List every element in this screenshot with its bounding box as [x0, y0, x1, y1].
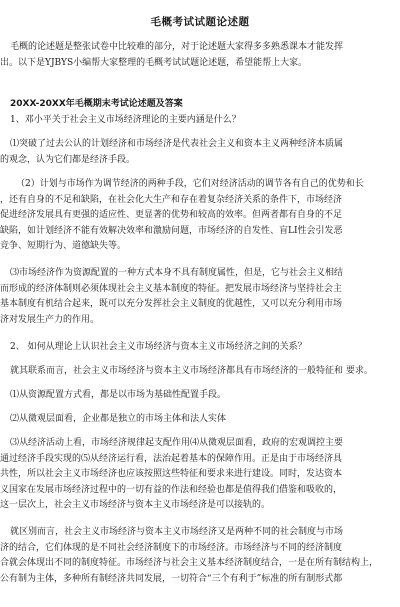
section-subtitle: 20XX-20XX年毛概期末考试论述题及答案 — [10, 99, 183, 109]
paragraph-line: 共性，所以社会主义市场经济也应该按照这些特征和要求来进行建设。同时，发达资本 — [0, 469, 343, 480]
paragraph-line: 这一层次上，社会主义市场经济与资本主义市场经济是可以接轨的。 — [0, 500, 271, 511]
paragraph-line: 济的结合，它们体现的是不同社会经济制度下的市场经济。市场经济与不同的经济制度 — [0, 542, 343, 553]
paragraph-line: 济对发展生产力的作用。 — [0, 314, 100, 325]
document-title: 毛概考试试题论述题 — [150, 16, 250, 28]
paragraph-line: 公有制为主体，多种所有制经济共同发展，一切符合“三个有利于”标准的所有制形式都 — [0, 573, 343, 584]
intro-paragraph — [0, 40, 400, 71]
paragraph-line: ⑶从经济活动上看，市场经济规律起支配作用⑷从微观层面看，政府的宏观调控主要 — [10, 438, 344, 448]
intro-line: 出。以下是YJBYS小编帮大家整理的毛概考试试题论述题，希望能帮上大家。 — [0, 57, 308, 68]
paragraph-line: 基本制度有机结合起来，既可以充分发挥社会主义制度的优越性，又可以充分利用市场 — [0, 299, 343, 310]
paragraph-line: ⑶市场经济作为资源配置的一种方式本身不具有制度属性，但是，它与社会主义相结 — [10, 268, 344, 278]
paragraph-line: 而形成的经济体制则必须体现社会主义基本制度的特征。把发展市场经济与坚持社会主 — [0, 283, 343, 294]
intro-line: 毛概的论述题是整张试卷中比较难的部分，对于论述题大家得多多熟悉课本才能发挥 — [10, 42, 344, 52]
paragraph-resource: ⑴从资源配置方式看，都是以市场为基础性配置手段。 — [10, 390, 227, 400]
question-2: 2、 如何从理论上认识社会主义市场经济与资本主义市场经济之间的关系？ — [10, 342, 307, 352]
paragraph-difference — [0, 525, 400, 587]
answer-1-paragraph — [0, 137, 400, 168]
paragraph-line: 义国家在发展市场经济过程中的一切有益的作法和经验也都是值得我们借鉴和吸收的， — [0, 484, 343, 495]
paragraph-line: 的观念，认为它们都是经济手段。 — [0, 154, 136, 165]
paragraph-economic-activity — [0, 436, 400, 514]
paragraph-micro: ⑵从微观层面看，企业都是独立的市场主体和法人实体 — [10, 414, 227, 424]
paragraph-line: 合就会体现出不同的制度特征。市场经济与社会主义基本经济制度结合，一是在所有制结构上， — [0, 558, 379, 569]
paragraph-line: 竞争、短期行为、道德缺失等。 — [0, 241, 127, 252]
paragraph-line: ⑴突破了过去公认的计划经济和市场经济是代表社会主义和资本主义两种经济本质属 — [10, 139, 344, 149]
paragraph-line: （2）计划与市场作为调节经济的两种手段，它们对经济活动的调节各有自己的优势和长 — [16, 179, 364, 189]
paragraph-line: 促进经济发展具有更强的适应性、更显著的优势和较高的效率。但两者都有自身的不足 — [0, 210, 343, 221]
paragraph-line: 通过经济手段实现的⑸从经济运行看，法治起着基本的保障作用。正是由于市场经济具 — [0, 453, 343, 464]
answer-2-paragraph — [0, 177, 400, 255]
answer-3-paragraph — [0, 266, 400, 328]
paragraph-line: 就区别而言，社会主义市场经济与资本主义市场经济又是两种不同的社会制度与市场 — [10, 527, 344, 537]
paragraph-relation: 就其联系而言，社会主义市场经济与资本主义市场经济都具有市场经济的一般特征和 要求。 — [10, 366, 373, 376]
question-1: 1、邓小平关于社会主义市场经济理论的主要内涵是什么？ — [10, 115, 241, 125]
paragraph-line: 缺陷，如计划经济不能有效解决效率和激励问题，市场经济的自发性、盲LI性会引发恶 — [0, 225, 343, 236]
paragraph-line: ，还有自身的不足和缺陷，在社会化大生产和存在着复杂经济关系的条件下，市场经济 — [0, 194, 343, 205]
